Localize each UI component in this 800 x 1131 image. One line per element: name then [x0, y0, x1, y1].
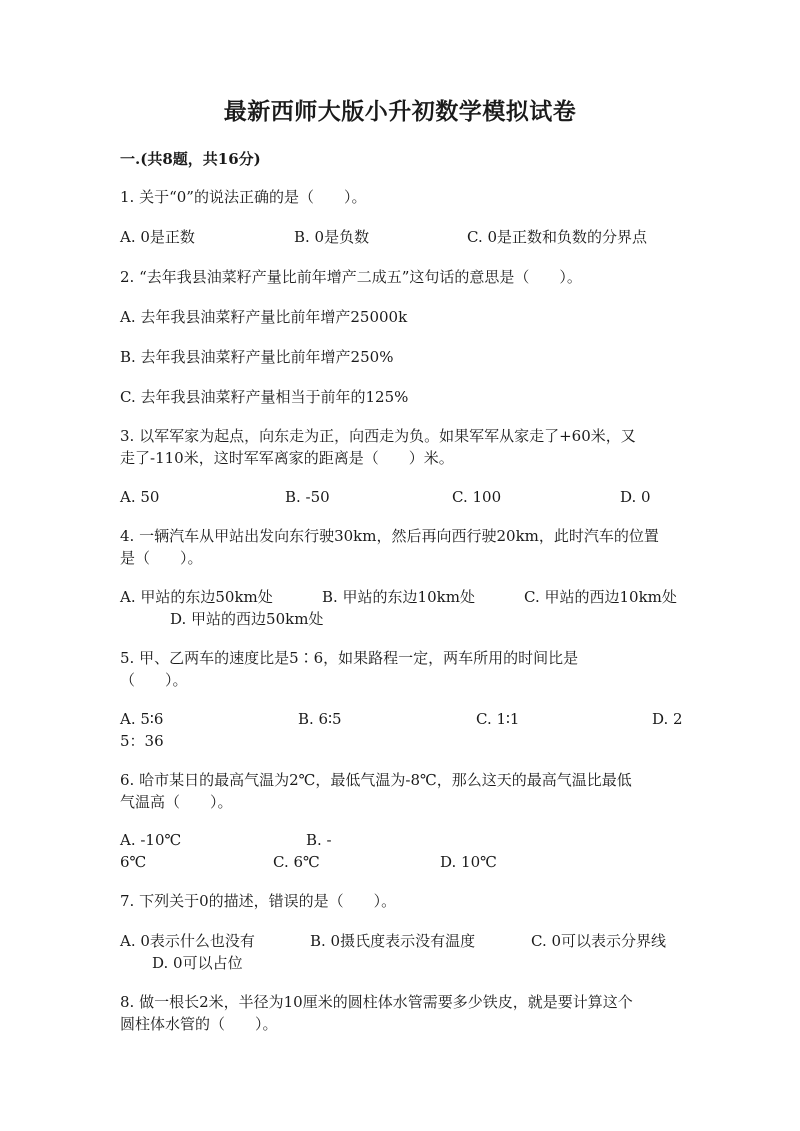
q4-option-b: B. 甲站的东边10km处	[322, 588, 475, 606]
q8-stem-line-1: 8. 做一根长2米，半径为10厘米的圆柱体水管需要多少铁皮，就是要计算这个	[120, 993, 633, 1011]
q7-option-a: A. 0表示什么也没有	[120, 932, 255, 950]
q3-option-a: A. 50	[120, 488, 160, 506]
q3-option-d: D. 0	[620, 488, 651, 506]
page-title: 最新西师大版小升初数学模拟试卷	[223, 98, 577, 125]
q3-stem-line-2: 走了-110米，这时军军离家的距离是（ ）米。	[120, 449, 454, 467]
q6-stem-line-2: 气温高（ ）。	[120, 793, 233, 811]
q6-option-d: D. 10℃	[440, 853, 497, 871]
q4-option-d: D. 甲站的西边50km处	[170, 610, 324, 628]
q3-option-b: B. -50	[285, 488, 330, 506]
q5-option-d-line-2: 5：36	[120, 732, 164, 750]
q2-stem: 2. “去年我县油菜籽产量比前年增产二成五”这句话的意思是（ ）。	[120, 268, 582, 286]
q6-option-c: C. 6℃	[273, 853, 320, 871]
q6-option-a: A. -10℃	[120, 831, 182, 849]
q6-option-b-line-1: B. -	[306, 831, 332, 849]
q5-stem-line-2: （ ）。	[120, 671, 188, 689]
q1-option-c: C. 0是正数和负数的分界点	[467, 228, 648, 246]
q1-stem: 1. 关于“0”的说法正确的是（ ）。	[120, 188, 367, 206]
q5-option-c: C. 1∶1	[476, 710, 520, 728]
q2-option-c: C. 去年我县油菜籽产量相当于前年的125%	[120, 388, 409, 406]
q7-option-b: B. 0摄氏度表示没有温度	[310, 932, 476, 950]
q6-stem-line-1: 6. 哈市某日的最高气温为2℃，最低气温为-8℃，那么这天的最高气温比最低	[120, 771, 632, 789]
q7-option-c: C. 0可以表示分界线	[531, 932, 667, 950]
q3-stem-line-1: 3. 以军军家为起点，向东走为正，向西走为负。如果军军从家走了+60米，又	[120, 427, 636, 445]
q4-option-a: A. 甲站的东边50km处	[120, 588, 273, 606]
q7-stem: 7. 下列关于0的描述，错误的是（ ）。	[120, 892, 397, 910]
q2-option-b: B. 去年我县油菜籽产量比前年增产250%	[120, 348, 394, 366]
q5-option-d-line-1: D. 2	[652, 710, 683, 728]
q7-option-d: D. 0可以占位	[152, 954, 243, 972]
q2-option-a: A. 去年我县油菜籽产量比前年增产25000k	[120, 308, 408, 326]
q6-option-b-line-2: 6℃	[120, 853, 147, 871]
q1-option-a: A. 0是正数	[120, 228, 195, 246]
section-heading: 一.(共8题，共16分)	[120, 150, 261, 168]
q4-stem-line-2: 是（ ）。	[120, 549, 203, 567]
q5-stem-line-1: 5. 甲、乙两车的速度比是5∶6，如果路程一定，两车所用的时间比是	[120, 649, 579, 667]
q8-stem-line-2: 圆柱体水管的（ ）。	[120, 1015, 278, 1033]
q3-option-c: C. 100	[452, 488, 502, 506]
q1-option-b: B. 0是负数	[294, 228, 370, 246]
q4-stem-line-1: 4. 一辆汽车从甲站出发向东行驶30km，然后再向西行驶20km，此时汽车的位置	[120, 527, 659, 545]
q5-option-b: B. 6∶5	[298, 710, 342, 728]
q5-option-a: A. 5∶6	[120, 710, 164, 728]
q4-option-c: C. 甲站的西边10km处	[524, 588, 677, 606]
